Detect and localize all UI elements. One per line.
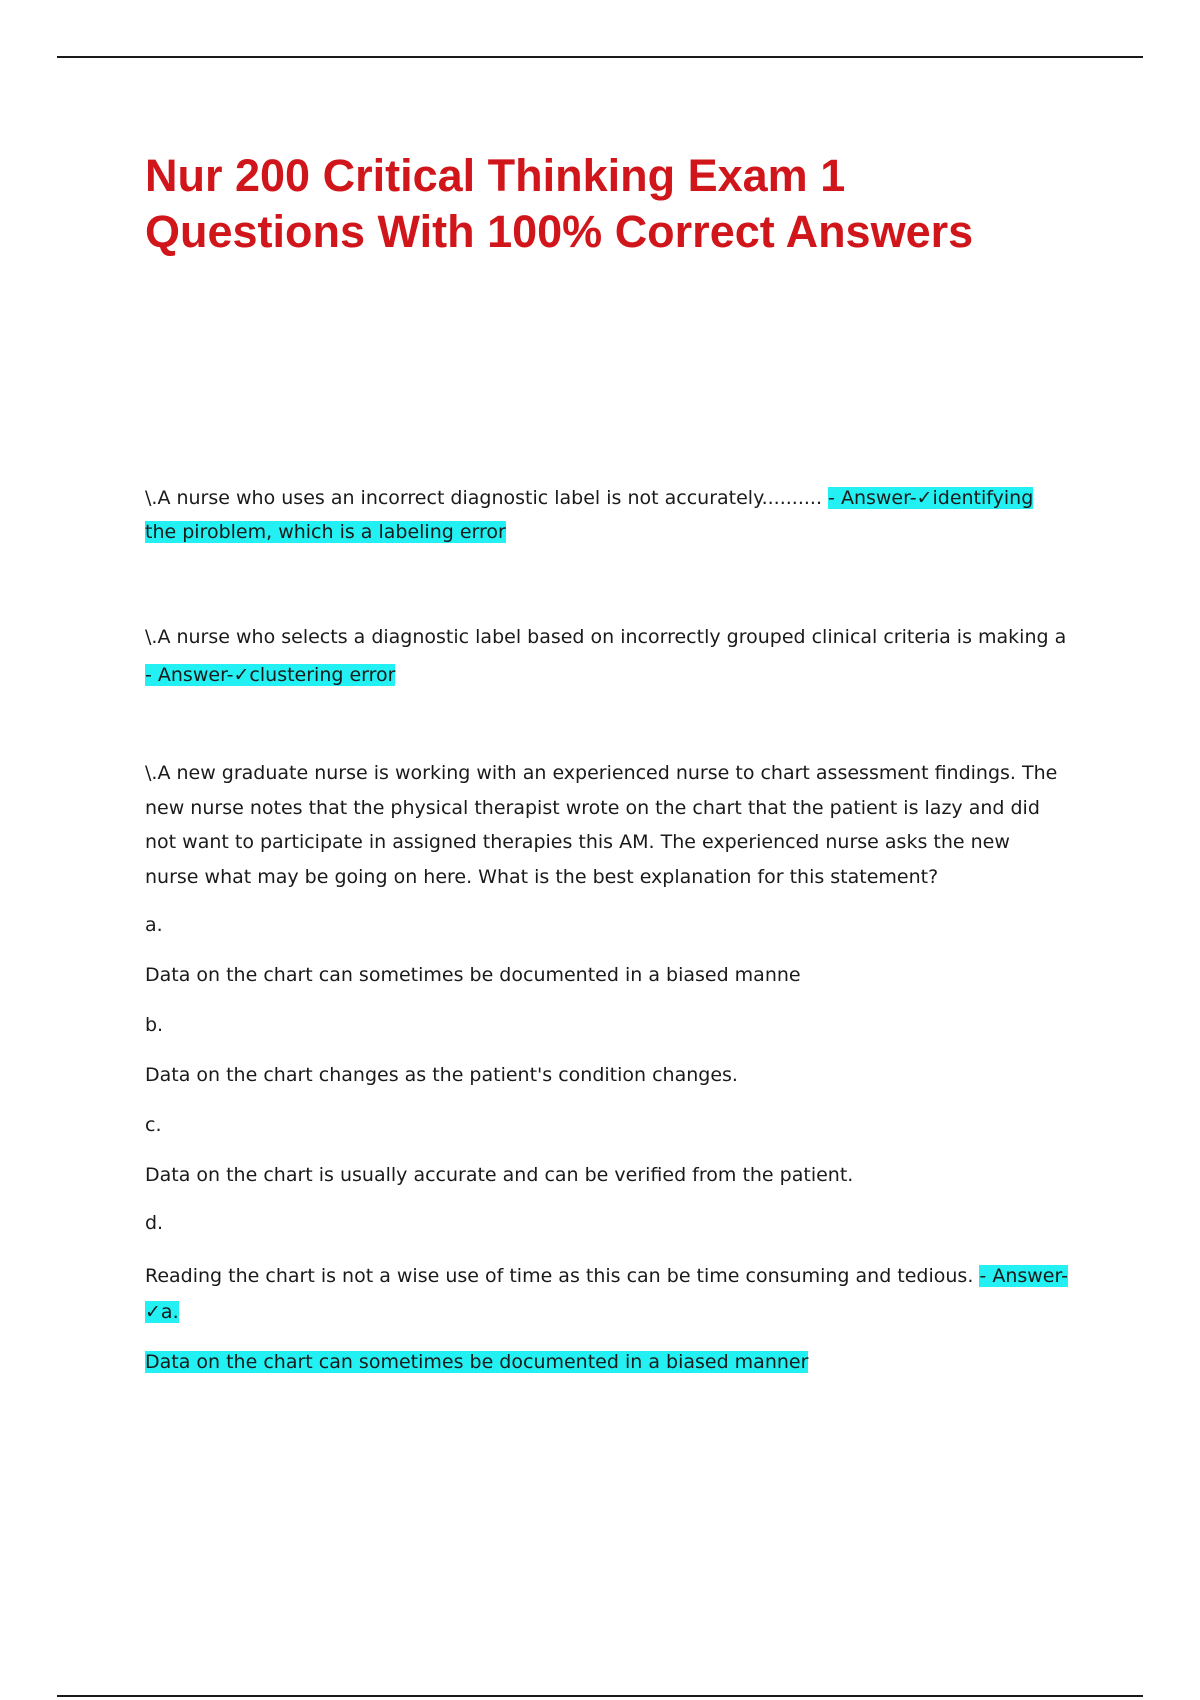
option-d-text: Reading the chart is not a wise use of time as this can be time consuming and tedious. xyxy=(145,1265,974,1287)
question-3-line-1: \.A new graduate nurse is working with an experienced nurse to chart assessment findings. The xyxy=(145,762,1058,784)
answer-2: - Answer-✓clustering error xyxy=(145,664,396,686)
option-d-letter: d. xyxy=(145,1212,164,1234)
option-c-letter: c. xyxy=(145,1114,162,1136)
top-rule xyxy=(57,56,1143,58)
answer-1-part1: - Answer-✓identifying xyxy=(828,487,1034,509)
bottom-rule xyxy=(57,1695,1143,1697)
question-block-2 xyxy=(145,618,1095,694)
answer-3-choice-row xyxy=(145,1294,1095,1330)
option-d-row xyxy=(145,1258,1095,1294)
answer-2-row xyxy=(145,656,1095,694)
question-2-text: \.A nurse who selects a diagnostic label based on incorrectly grouped clinical criteria is making a xyxy=(145,626,1067,648)
answer-3-part1: - Answer- xyxy=(979,1265,1068,1287)
question-3-line-3: not want to participate in assigned therapies this AM. The experienced nurse asks the new xyxy=(145,831,1010,853)
option-b-text: Data on the chart changes as the patient's condition changes. xyxy=(145,1064,738,1086)
option-b-letter: b. xyxy=(145,1014,164,1036)
answer-3-text-row xyxy=(145,1344,1095,1380)
title-line-1: Nur 200 Critical Thinking Exam 1 xyxy=(145,150,846,201)
question-3-line-4: nurse what may be going on here. What is the best explanation for this statement? xyxy=(145,865,939,888)
option-a-letter: a. xyxy=(145,914,163,936)
answer-1-part2: the piroblem, which is a labeling error xyxy=(145,521,506,543)
document-title xyxy=(145,148,1105,260)
option-a-text: Data on the chart can sometimes be documented in a biased manne xyxy=(145,964,801,986)
title-line-2: Questions With 100% Correct Answers xyxy=(145,206,974,257)
option-c-text: Data on the chart is usually accurate and can be verified from the patient. xyxy=(145,1164,854,1186)
question-1-text: \.A nurse who uses an incorrect diagnostic label is not accurately.......... xyxy=(145,487,822,509)
question-block-3 xyxy=(145,756,1095,1380)
question-1-line xyxy=(145,481,1095,515)
question-block-1 xyxy=(145,481,1095,549)
answer-1-line2-row xyxy=(145,515,1095,549)
answer-3-text: Data on the chart can sometimes be documented in a biased manner xyxy=(145,1351,809,1373)
question-3-line-2: new nurse notes that the physical therapist wrote on the chart that the patient is lazy and did xyxy=(145,796,1040,819)
answer-3-part2: ✓a. xyxy=(145,1301,179,1323)
